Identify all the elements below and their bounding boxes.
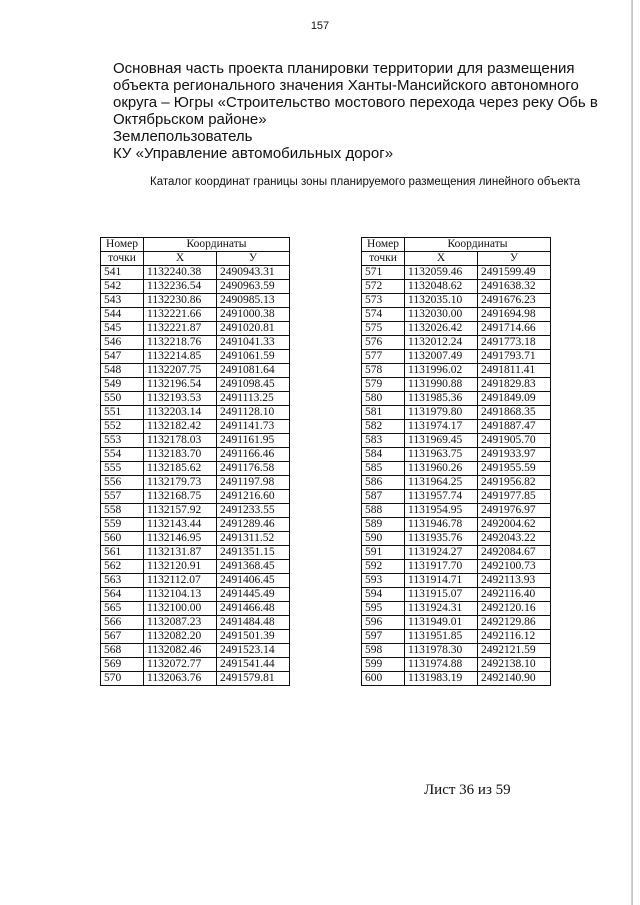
- point-number-cell: 598: [362, 644, 405, 658]
- x-coordinate-cell: 1132178.03: [144, 434, 217, 448]
- header-coordinates: Координаты: [144, 238, 290, 252]
- point-number-cell: 541: [101, 266, 144, 280]
- y-coordinate-cell: 2491061.59: [217, 350, 290, 364]
- x-coordinate-cell: 1132007.49: [405, 350, 478, 364]
- y-coordinate-cell: 2492113.93: [478, 574, 551, 588]
- y-coordinate-cell: 2491694.98: [478, 308, 551, 322]
- table-row: [101, 630, 290, 644]
- table-row: [362, 434, 551, 448]
- point-number-cell: 573: [362, 294, 405, 308]
- x-coordinate-cell: 1131954.95: [405, 504, 478, 518]
- y-coordinate-cell: 2491905.70: [478, 434, 551, 448]
- title-line: округа – Югры «Строительство мостового перехода через реку Обь в: [113, 94, 598, 111]
- y-coordinate-cell: 2491977.85: [478, 490, 551, 504]
- table-row: [362, 672, 551, 686]
- table-row: [362, 616, 551, 630]
- y-coordinate-cell: 2491887.47: [478, 420, 551, 434]
- table-row: [362, 476, 551, 490]
- x-coordinate-cell: 1131949.01: [405, 616, 478, 630]
- y-coordinate-cell: 2492116.40: [478, 588, 551, 602]
- x-coordinate-cell: 1131983.19: [405, 672, 478, 686]
- table-row: [362, 406, 551, 420]
- point-number-cell: 580: [362, 392, 405, 406]
- x-coordinate-cell: 1132214.85: [144, 350, 217, 364]
- x-coordinate-cell: 1132218.76: [144, 336, 217, 350]
- y-coordinate-cell: 2491368.45: [217, 560, 290, 574]
- header-x: X: [405, 252, 478, 266]
- table-row: [362, 392, 551, 406]
- x-coordinate-cell: 1132072.77: [144, 658, 217, 672]
- table-row: [101, 392, 290, 406]
- point-number-cell: 597: [362, 630, 405, 644]
- x-coordinate-cell: 1131979.80: [405, 406, 478, 420]
- y-coordinate-cell: 2491579.81: [217, 672, 290, 686]
- y-coordinate-cell: 2491714.66: [478, 322, 551, 336]
- point-number-cell: 550: [101, 392, 144, 406]
- point-number-cell: 543: [101, 294, 144, 308]
- point-number-cell: 547: [101, 350, 144, 364]
- point-number-cell: 561: [101, 546, 144, 560]
- y-coordinate-cell: 2491113.25: [217, 392, 290, 406]
- y-coordinate-cell: 2491197.98: [217, 476, 290, 490]
- header-point: точки: [101, 252, 144, 266]
- table-row: [101, 406, 290, 420]
- point-number-cell: 596: [362, 616, 405, 630]
- x-coordinate-cell: 1131978.30: [405, 644, 478, 658]
- point-number-cell: 574: [362, 308, 405, 322]
- land-user-label: Землепользователь: [113, 128, 253, 145]
- x-coordinate-cell: 1131969.45: [405, 434, 478, 448]
- table-row: [101, 546, 290, 560]
- header-x: X: [144, 252, 217, 266]
- y-coordinate-cell: 2491638.32: [478, 280, 551, 294]
- x-coordinate-cell: 1132236.54: [144, 280, 217, 294]
- point-number-cell: 587: [362, 490, 405, 504]
- point-number-cell: 558: [101, 504, 144, 518]
- point-number-cell: 589: [362, 518, 405, 532]
- x-coordinate-cell: 1132082.20: [144, 630, 217, 644]
- table-row: [101, 448, 290, 462]
- table-row: [362, 588, 551, 602]
- table-row: [362, 518, 551, 532]
- point-number-cell: 565: [101, 602, 144, 616]
- y-coordinate-cell: 2491541.44: [217, 658, 290, 672]
- header-number: Номер: [101, 238, 144, 252]
- x-coordinate-cell: 1131924.27: [405, 546, 478, 560]
- point-number-cell: 591: [362, 546, 405, 560]
- point-number-cell: 577: [362, 350, 405, 364]
- table-row: [362, 448, 551, 462]
- y-coordinate-cell: 2490943.31: [217, 266, 290, 280]
- x-coordinate-cell: 1131996.02: [405, 364, 478, 378]
- header-y: У: [478, 252, 551, 266]
- point-number-cell: 578: [362, 364, 405, 378]
- y-coordinate-cell: 2491000.38: [217, 308, 290, 322]
- x-coordinate-cell: 1132230.86: [144, 294, 217, 308]
- point-number-cell: 569: [101, 658, 144, 672]
- y-coordinate-cell: 2491141.73: [217, 420, 290, 434]
- table-row: [362, 378, 551, 392]
- title-line: Основная часть проекта планировки территории для размещения: [113, 60, 575, 77]
- table-row: [101, 602, 290, 616]
- point-number-cell: 588: [362, 504, 405, 518]
- point-number-cell: 600: [362, 672, 405, 686]
- table-row: [101, 476, 290, 490]
- document-title: [113, 60, 598, 162]
- x-coordinate-cell: 1132240.38: [144, 266, 217, 280]
- y-coordinate-cell: 2491128.10: [217, 406, 290, 420]
- point-number-cell: 571: [362, 266, 405, 280]
- point-number-cell: 563: [101, 574, 144, 588]
- x-coordinate-cell: 1132203.14: [144, 406, 217, 420]
- point-number-cell: 548: [101, 364, 144, 378]
- point-number-cell: 595: [362, 602, 405, 616]
- point-number-cell: 556: [101, 476, 144, 490]
- table-row: [101, 490, 290, 504]
- table-row: [362, 308, 551, 322]
- x-coordinate-cell: 1132183.70: [144, 448, 217, 462]
- y-coordinate-cell: 2491484.48: [217, 616, 290, 630]
- point-number-cell: 575: [362, 322, 405, 336]
- point-number-cell: 553: [101, 434, 144, 448]
- y-coordinate-cell: 2491020.81: [217, 322, 290, 336]
- table-row: [101, 644, 290, 658]
- table-row: [101, 574, 290, 588]
- y-coordinate-cell: 2492129.86: [478, 616, 551, 630]
- point-number-cell: 579: [362, 378, 405, 392]
- title-line: Октябрьском районе»: [113, 111, 267, 128]
- x-coordinate-cell: 1132182.42: [144, 420, 217, 434]
- point-number-cell: 583: [362, 434, 405, 448]
- table-row: [362, 336, 551, 350]
- table-row: [101, 658, 290, 672]
- point-number-cell: 566: [101, 616, 144, 630]
- table-row: [362, 266, 551, 280]
- table-row: [101, 532, 290, 546]
- x-coordinate-cell: 1131985.36: [405, 392, 478, 406]
- table-row: [101, 504, 290, 518]
- y-coordinate-cell: 2491289.46: [217, 518, 290, 532]
- table-row: [362, 364, 551, 378]
- point-number-cell: 581: [362, 406, 405, 420]
- y-coordinate-cell: 2491406.45: [217, 574, 290, 588]
- y-coordinate-cell: 2491311.52: [217, 532, 290, 546]
- point-number-cell: 551: [101, 406, 144, 420]
- x-coordinate-cell: 1132112.07: [144, 574, 217, 588]
- table-row: [362, 504, 551, 518]
- x-coordinate-cell: 1132131.87: [144, 546, 217, 560]
- x-coordinate-cell: 1132221.66: [144, 308, 217, 322]
- y-coordinate-cell: 2491849.09: [478, 392, 551, 406]
- table-row: [362, 350, 551, 364]
- point-number-cell: 545: [101, 322, 144, 336]
- point-number-cell: 542: [101, 280, 144, 294]
- table-row: [101, 322, 290, 336]
- x-coordinate-cell: 1132030.00: [405, 308, 478, 322]
- x-coordinate-cell: 1132157.92: [144, 504, 217, 518]
- table-row: [362, 630, 551, 644]
- table-row: [362, 560, 551, 574]
- table-row: [101, 560, 290, 574]
- table-row: [101, 280, 290, 294]
- point-number-cell: 599: [362, 658, 405, 672]
- table-row: [362, 574, 551, 588]
- point-number-cell: 546: [101, 336, 144, 350]
- x-coordinate-cell: 1132143.44: [144, 518, 217, 532]
- x-coordinate-cell: 1132100.00: [144, 602, 217, 616]
- table-row: [101, 518, 290, 532]
- y-coordinate-cell: 2491676.23: [478, 294, 551, 308]
- x-coordinate-cell: 1132193.53: [144, 392, 217, 406]
- x-coordinate-cell: 1132059.46: [405, 266, 478, 280]
- point-number-cell: 544: [101, 308, 144, 322]
- x-coordinate-cell: 1131951.85: [405, 630, 478, 644]
- point-number-cell: 582: [362, 420, 405, 434]
- x-coordinate-cell: 1132185.62: [144, 462, 217, 476]
- x-coordinate-cell: 1132026.42: [405, 322, 478, 336]
- y-coordinate-cell: 2491501.39: [217, 630, 290, 644]
- x-coordinate-cell: 1131924.31: [405, 602, 478, 616]
- x-coordinate-cell: 1132221.87: [144, 322, 217, 336]
- point-number-cell: 586: [362, 476, 405, 490]
- x-coordinate-cell: 1131915.07: [405, 588, 478, 602]
- table-row: [362, 462, 551, 476]
- x-coordinate-cell: 1132104.13: [144, 588, 217, 602]
- y-coordinate-cell: 2491976.97: [478, 504, 551, 518]
- point-number-cell: 593: [362, 574, 405, 588]
- y-coordinate-cell: 2492116.12: [478, 630, 551, 644]
- y-coordinate-cell: 2491523.14: [217, 644, 290, 658]
- table-row: [101, 336, 290, 350]
- coordinates-table-right: [361, 237, 551, 686]
- table-row: [101, 364, 290, 378]
- table-row: [101, 350, 290, 364]
- point-number-cell: 570: [101, 672, 144, 686]
- x-coordinate-cell: 1132179.73: [144, 476, 217, 490]
- x-coordinate-cell: 1132207.75: [144, 364, 217, 378]
- coordinates-table-left: [100, 237, 290, 686]
- y-coordinate-cell: 2492120.16: [478, 602, 551, 616]
- x-coordinate-cell: 1132196.54: [144, 378, 217, 392]
- x-coordinate-cell: 1131964.25: [405, 476, 478, 490]
- y-coordinate-cell: 2491216.60: [217, 490, 290, 504]
- x-coordinate-cell: 1131914.71: [405, 574, 478, 588]
- point-number-cell: 592: [362, 560, 405, 574]
- table-row: [362, 602, 551, 616]
- point-number-cell: 562: [101, 560, 144, 574]
- point-number-cell: 572: [362, 280, 405, 294]
- y-coordinate-cell: 2490985.13: [217, 294, 290, 308]
- point-number-cell: 554: [101, 448, 144, 462]
- x-coordinate-cell: 1132063.76: [144, 672, 217, 686]
- point-number-cell: 560: [101, 532, 144, 546]
- y-coordinate-cell: 2491773.18: [478, 336, 551, 350]
- table-row: [101, 588, 290, 602]
- y-coordinate-cell: 2492004.62: [478, 518, 551, 532]
- y-coordinate-cell: 2491868.35: [478, 406, 551, 420]
- y-coordinate-cell: 2491233.55: [217, 504, 290, 518]
- point-number-cell: 567: [101, 630, 144, 644]
- x-coordinate-cell: 1132168.75: [144, 490, 217, 504]
- point-number-cell: 552: [101, 420, 144, 434]
- x-coordinate-cell: 1132048.62: [405, 280, 478, 294]
- point-number-cell: 594: [362, 588, 405, 602]
- x-coordinate-cell: 1132087.23: [144, 616, 217, 630]
- point-number-cell: 585: [362, 462, 405, 476]
- point-number-cell: 584: [362, 448, 405, 462]
- table-row: [362, 280, 551, 294]
- point-number-cell: 549: [101, 378, 144, 392]
- y-coordinate-cell: 2491793.71: [478, 350, 551, 364]
- table-row: [362, 420, 551, 434]
- x-coordinate-cell: 1132012.24: [405, 336, 478, 350]
- y-coordinate-cell: 2492138.10: [478, 658, 551, 672]
- sheet-counter: Лист 36 из 59: [424, 782, 511, 798]
- y-coordinate-cell: 2492084.67: [478, 546, 551, 560]
- y-coordinate-cell: 2490963.59: [217, 280, 290, 294]
- table-row: [101, 434, 290, 448]
- y-coordinate-cell: 2491161.95: [217, 434, 290, 448]
- y-coordinate-cell: 2491956.82: [478, 476, 551, 490]
- x-coordinate-cell: 1131957.74: [405, 490, 478, 504]
- table-row: [362, 322, 551, 336]
- header-number: Номер: [362, 238, 405, 252]
- y-coordinate-cell: 2492100.73: [478, 560, 551, 574]
- table-row: [101, 672, 290, 686]
- point-number-cell: 559: [101, 518, 144, 532]
- table-row: [362, 532, 551, 546]
- land-user-name: КУ «Управление автомобильных дорог»: [113, 145, 394, 162]
- y-coordinate-cell: 2491098.45: [217, 378, 290, 392]
- y-coordinate-cell: 2491041.33: [217, 336, 290, 350]
- x-coordinate-cell: 1132035.10: [405, 294, 478, 308]
- x-coordinate-cell: 1131946.78: [405, 518, 478, 532]
- x-coordinate-cell: 1132146.95: [144, 532, 217, 546]
- x-coordinate-cell: 1131963.75: [405, 448, 478, 462]
- point-number-cell: 564: [101, 588, 144, 602]
- y-coordinate-cell: 2491829.83: [478, 378, 551, 392]
- page-number: 157: [310, 20, 330, 32]
- table-row: [362, 644, 551, 658]
- table-row: [362, 294, 551, 308]
- table-row: [101, 462, 290, 476]
- y-coordinate-cell: 2491351.15: [217, 546, 290, 560]
- point-number-cell: 557: [101, 490, 144, 504]
- x-coordinate-cell: 1132082.46: [144, 644, 217, 658]
- y-coordinate-cell: 2491933.97: [478, 448, 551, 462]
- table-row: [101, 378, 290, 392]
- table-row: [101, 294, 290, 308]
- table-row: [101, 420, 290, 434]
- y-coordinate-cell: 2491176.58: [217, 462, 290, 476]
- table-row: [362, 490, 551, 504]
- y-coordinate-cell: 2491466.48: [217, 602, 290, 616]
- x-coordinate-cell: 1131935.76: [405, 532, 478, 546]
- point-number-cell: 555: [101, 462, 144, 476]
- x-coordinate-cell: 1131990.88: [405, 378, 478, 392]
- y-coordinate-cell: 2491166.46: [217, 448, 290, 462]
- x-coordinate-cell: 1132120.91: [144, 560, 217, 574]
- y-coordinate-cell: 2492140.90: [478, 672, 551, 686]
- x-coordinate-cell: 1131974.88: [405, 658, 478, 672]
- page-edge-shadow: [631, 0, 633, 905]
- point-number-cell: 568: [101, 644, 144, 658]
- y-coordinate-cell: 2491811.41: [478, 364, 551, 378]
- y-coordinate-cell: 2492043.22: [478, 532, 551, 546]
- table-caption: Каталог координат границы зоны планируемого размещения линейного объекта: [150, 176, 581, 188]
- x-coordinate-cell: 1131917.70: [405, 560, 478, 574]
- point-number-cell: 576: [362, 336, 405, 350]
- header-coordinates: Координаты: [405, 238, 551, 252]
- y-coordinate-cell: 2491445.49: [217, 588, 290, 602]
- header-point: точки: [362, 252, 405, 266]
- table-row: [362, 658, 551, 672]
- table-row: [101, 266, 290, 280]
- table-row: [362, 546, 551, 560]
- y-coordinate-cell: 2491955.59: [478, 462, 551, 476]
- table-row: [101, 616, 290, 630]
- y-coordinate-cell: 2491081.64: [217, 364, 290, 378]
- x-coordinate-cell: 1131960.26: [405, 462, 478, 476]
- title-line: объекта регионального значения Ханты-Мансийского автономного: [113, 77, 579, 94]
- y-coordinate-cell: 2491599.49: [478, 266, 551, 280]
- table-row: [101, 308, 290, 322]
- x-coordinate-cell: 1131974.17: [405, 420, 478, 434]
- point-number-cell: 590: [362, 532, 405, 546]
- y-coordinate-cell: 2492121.59: [478, 644, 551, 658]
- header-y: У: [217, 252, 290, 266]
